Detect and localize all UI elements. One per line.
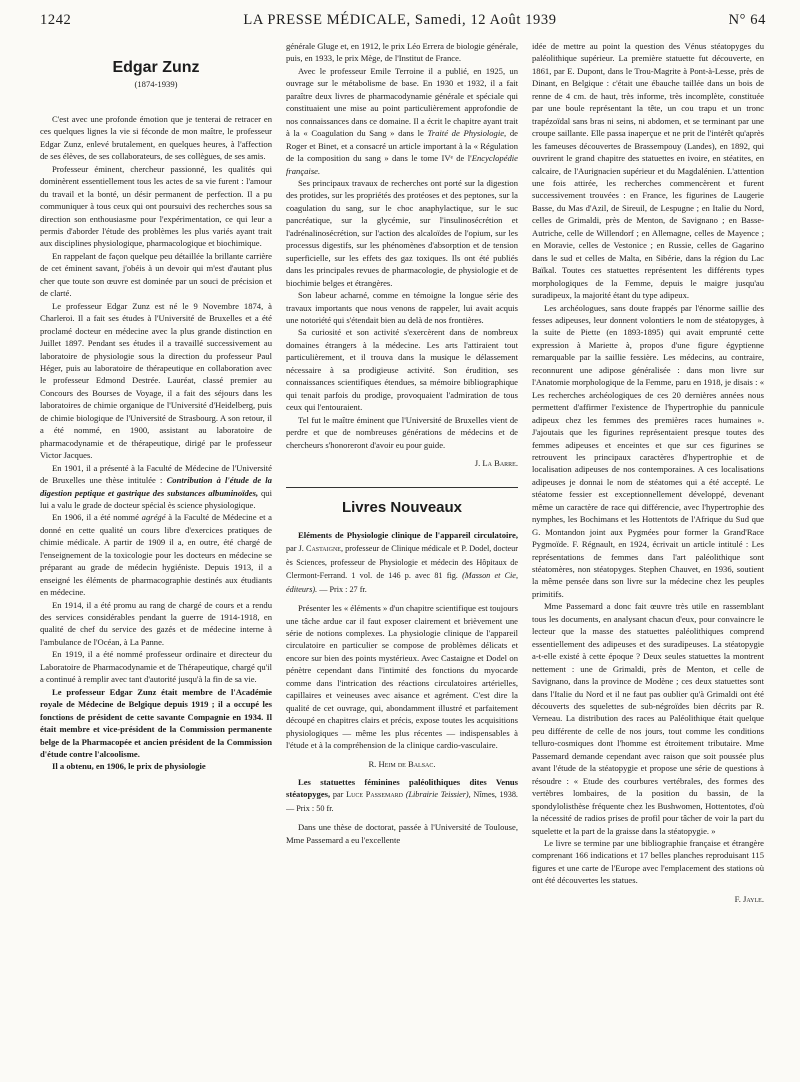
reviewer-signature: F. Jayle.: [734, 893, 764, 904]
text-run: par: [286, 544, 299, 554]
book-price: — Prix : 27 fr.: [317, 584, 367, 594]
obituary-paragraph: Professeur éminent, chercheur passionné, les qualités qui dominèrent essentiellement tous les actes de sa vie furent : l'amour du travail et la bonté, un désir permanent de perfection. Il a pu communiquer à tous ceux qui ont poursuivi des recherches sous sa direction son enthousiasme pour l'expérimentation, ce qui leur a permis d'aborder l'étude des problèmes les plus variés ayant trait aux disciplines physiologique, pharmacologique et biochimique.: [40, 163, 272, 249]
obituary-paragraph: Son labeur acharné, comme en témoigne la longue série des travaux importants que nous venons de rappeler, lui avait acquis une notoriété qui s'étendait bien au delà de nos frontières.: [286, 290, 518, 325]
review-paragraph: Le livre se termine par une bibliographie française et étrangère comprenant 166 indications et 17 belles planches reproduisant 115 figures et une carte de l'Europe avec l'emplacement des stations où ont été découvertes les statues.: [532, 838, 764, 886]
obituary-paragraph: générale Gluge et, en 1912, le prix Léo Errera de biologie générale, puis, en 1933, le prix Mège, de l'Institut de France.: [286, 41, 518, 64]
review-paragraph: Mme Passemard a donc fait œuvre très utile en rassemblant tous les documents, en analysant chacun d'eux, pour convaincre le lecteur que la masse des statuettes paléolithiques comprend essentiellement des adipeuses et des suradipeuses. La stéatopygie a-t-elle existé à cette époque ? Deux seules statuettes la montrent nettement : une de Grimaldi, près de Menton, et celle de Savignano, dans la province de Modène ; ces deux statuettes sont dans l'Italie du Nord et il ne faut pas oublier qu'à Grimaldi ont été découverts des squelettes de sub-négroïdes bien décrits par R. Verneau. La distribution des races au Paléolithique était quelque peu différente de celle de nos jours, tout comme les conditions telluro-cosmiques dont l'homme est étroitement tributaire. Mme Passemard demande cependant avec raison que soit poussée plus avant l'étude de la stéatopygie et propose une série de questions à résoudre : « Etude des courbures vertébrales, des formes des vertèbres lombaires, de la position du bassin, de la spondylolisthèse fréquente chez les Bushwomen, Hottentotes, d'où la nécessité de radios prises de profil pour tâcher de voir la part du squelette et la part de la graisse dans la stéatopygie. »: [532, 601, 764, 836]
obituary-paragraph: Le professeur Edgar Zunz est né le 9 Novembre 1874, à Charleroi. Il a fait ses études à l'Université de Bruxelles et a été proclamé docteur en médecine avec la plus grande distinction en Juillet 1897. Pendant ses études il a travaillé successivement au laboratoire de physiologie sous la direction du professeur Paul Héger, puis au laboratoire de thérapeutique en collaboration avec le professeur Edmond Destrée. Lauréat, classé premier au Concours des Bourses de Voyage, il a fait des séjours dans les laboratoires de chimie organique de l'Université d'Heidelberg, puis de chimie biologique de l'Université de Strasbourg. A son retour, il a été nommé, en 1900, assistant au laboratoire de pharmacodynamie et de thérapeutique, dirigé par le professeur Victor Jacques.: [40, 300, 272, 461]
section-title: Livres Nouveaux: [341, 499, 463, 517]
text-run: qui lui a valu le grade de docteur spécial ès science physiologique.: [40, 487, 272, 510]
text-run: En 1906, il a été nommé: [52, 512, 142, 523]
book-entry-heading: [286, 776, 518, 815]
journal-title: LA PRESSE MÉDICALE, Samedi, 12 Août 1939: [243, 12, 557, 28]
obituary-dates: (1874-1939): [134, 79, 178, 90]
page-number: 1242: [40, 12, 72, 28]
text-run: En 1901, il a présenté à la Faculté de Médecine de l'Université de Bruxelles une thèse intitulée :: [40, 462, 272, 486]
author-signature: J. La Barre.: [474, 457, 518, 468]
book-entry-heading: [286, 529, 518, 596]
book-title: Les statuettes féminines paléolithiques dites Venus stéatopyges,: [286, 777, 518, 800]
obituary-paragraph: Ses principaux travaux de recherches ont porté sur la digestion des protides, sur les propriétés des protéoses et des peptones, sur la coagulation du sang, sur le choc anaphylactique, sur le suc pancréatique, sur la glycémie, sur l'insulinosécrétion et l'adrénalinosécrétion, sur l'action des alcaloïdes de l'opium, sur les processus digestifs, sur les phénomènes d'absorption et de tension superficielle, sur les effets des gaz toxiques. Ils ont été publiés dans les principales revues de pharmacologie, de physiologie et de biochimie belges et étrangères.: [286, 177, 518, 288]
section-divider: [286, 487, 518, 488]
review-paragraph: Les archéologues, sans doute frappés par l'énorme saillie des fesses adipeuses, leur donnent volontiers le nom de stéatopyges, à la suite de Piette (en 1893-1895) qui avait emprunté cette expression à Mariette à, propos d'une figure égyptienne remarquable par la saillie fessière. Les médecins, au contraire, reconnurent une adipose généralisée : dans mon livre sur l'Anatomie morphologique de la Femme, paru en 1918, je disais : « Les recherches archéologiques de ces 20 dernières années nous permettent d'affirmer l'existence de l'hypertrophie du pannicule adipeux chez les femmes des premières races humaines ». J'ajoutais que les figurines représentaient presque toutes des femmes adipeuses et enceintes et que sur ces figurines se retrouvent les principaux caractères d'hypertrophie et de localisation adipeuses de nos contemporaines. A ces localisations adipeuses je donnai le nom de stéatomes qui a été accepté. Le stéatome fessier est exceptionnellement développé, devenant même un caractère de race qui différencie, avec l'hypertrophie des nymphes, les Bochimans et les Hottentots de l'Afrique du Sud que G. Montandon joint aux Pygmées pour former la Grand'Race Pygmoïde. F. Régnault, en 1924, écrivait un article intitulé : Les représentations de femmes dans l'art paléolithique sont stéatomères, non stéatopyges. Stephen Chauvet, en 1936, soutient la même pensée dans son livre sur la médecine chez les peuples primitifs.: [532, 302, 764, 599]
book-publisher: (Librairie Teissier),: [403, 790, 471, 800]
book-price: Nîmes, 1938. — Prix : 50 fr.: [286, 790, 518, 813]
book-author: Luce Passemard: [346, 790, 404, 800]
obituary-paragraph: Le professeur Edgar Zunz était membre de l'Académie royale de Médecine de Belgique depuis 1919 ; il a occupé les fonctions de président de cette savante Compagnie en 1934. Il était membre et vice-président de la Commission permanente belge de la Pharmacopée et ancien président de la Commission d'étude contre l'alcoolisme.: [40, 686, 272, 760]
emphasis-text: Traité de Physiologie,: [427, 128, 507, 139]
obituary-paragraph: Il a obtenu, en 1906, le prix de physiologie: [52, 761, 206, 772]
article-columns: [40, 40, 766, 1070]
book-author: J. Castaigne,: [298, 544, 344, 554]
review-paragraph: Présenter les « éléments » d'un chapitre scientifique est toujours une tâche ardue car il faut exposer clairement et brièvement une série de notions complexes. La physiologie clinique de l'appareil circulatoire en particulier se compose de problèmes délicats et encore sur bien des points mystérieux. Avec Castaigne et Dodel on pénètre cependant dans l'intimité des fonctions du myocarde comme dans l'intrication des réactions circulatoires artérielles, capillaires et veineuses avec aisance et agrément. C'est dire la qualité de cet ouvrage, qui, abondamment illustré et parfaitement découpé en chapitres clairs et précis, expose toutes les acquisitions physiologiques — même les plus récentes — indispensables à l'étude et à la compréhension de la clinique cardio-vasculaire.: [286, 603, 518, 751]
review-paragraph: idée de mettre au point la question des Vénus stéatopyges du paléolithique supérieur. La première statuette fut découverte, en 1861, par E. Dupont, dans le Trou-Magrite à Pont-à-Lesse, près de Dinant, en Belgique : c'était une ébauche taillée dans un bois de renne de 4 cm. de haut, très informe, très incomplète, constituée par une boule représentant la tête, un cou trapu et un tronc trapézoïdal sans bras ni seins, ni abdomen, et se terminant par une croupe saillante. Elle passa inaperçue et ne prit de l'intérêt qu'après les fameuses découvertes de Brassempouy (Landes), en 1892, qui ouvrirent le grand chapitre des statuettes en ivoire, en stéatites, en calcaire, de l'Aurignacien supérieur et du Magdalénien. L'attention une fois attirée, les recherches commencèrent et furent successivement trouvées : en France, les figurines de Laugerie Basse, du Mas d'Azil, de Sireuil, de Lespugne ; en Italie du Nord, celles de Grimaldi, près de Menton, de Savignano ; en Basse-Autriche, celle de Willendorf ; en Allemagne, celles de Mayence ; en Moravie, celles de Vestonice ; en Russie, celles de Gagarino dans le sud et celles de Malta, en Sibérie, dans la région du Lac Baïkal. Toutes ces statuettes représentent les différents types morphologiques de la Femme, depuis le maigre jusqu'au suradipeux, la majorité étant du type adipeux.: [532, 41, 764, 301]
review-paragraph: Dans une thèse de doctorat, passée à l'Université de Toulouse, Mme Passemard a eu l'excellente: [286, 822, 518, 845]
column-2: [286, 40, 518, 1070]
page-header: [40, 0, 766, 40]
obituary-title: Edgar Zunz: [112, 59, 200, 76]
obituary-paragraph: [40, 511, 272, 598]
obituary-paragraph: En 1919, il a été nommé professeur ordinaire et directeur du Laboratoire de Pharmacodynamie et de Thérapeutique, chargé qu'il a continué à remplir avec tant d'autorité jusqu'à la fin de sa vie.: [40, 649, 272, 685]
book-title: Eléments de Physiologie clinique de l'appareil circulatoire,: [298, 529, 518, 540]
obituary-paragraph: Sa curiosité et son activité s'exercèrent dans de nombreux domaines étrangers à la médecine. Les arts l'attiraient tout particulièrement, et il trouva dans la musique le délassement nécessaire à sa prodigieuse activité. Son érudition, ses connaissances scientifiques étendues, sa mémoire bibliographique qui tenait parfois du prodige, provoquaient l'admiration de tous ceux qui l'entouraient.: [286, 327, 518, 413]
obituary-paragraph: Tel fut le maître éminent que l'Université de Bruxelles vient de perdre et que de nombreuses générations de médecins et de chercheurs s'honoreront d'avoir eu pour guide.: [286, 414, 518, 450]
reviewer-signature: R. Heim de Balsac.: [368, 758, 436, 769]
emphasis-text: agrégé: [141, 512, 166, 523]
text-run: par: [330, 790, 347, 800]
emphasis-text: Encyclopédie française.: [286, 153, 518, 176]
obituary-paragraph: En 1914, il a été promu au rang de chargé de cours et a rendu des services considérables pendant la guerre de 1914-1918, en qualité de chef du service des gazés et de médecine interne à l'ambulance de l'Océan, à La Panne.: [40, 599, 272, 647]
text-run: à la Faculté de Médecine et a donné en cette qualité un cours libre d'exercices pratiques de chimie médicale. A partir de 1909 il a, en outre, été chargé de l'enseignement de la toxicologie pour les docteurs en médecine se préparant au grade de médecin hygiéniste. Depuis 1913, il a enseigné les éléments de pharmacographie destinés aux étudiants en médecine.: [40, 512, 272, 598]
issue-number: N° 64: [728, 12, 766, 28]
text-run: professeur de Clinique médicale et P. Dodel, docteur ès Sciences, professeur de Physiologie et médecin des Hôpitaux de Clermont-Ferrand. 1 vol. de 146 p. avec 81 fig.: [286, 544, 518, 581]
text-run: Avec le professeur Emile Terroine il a publié, en 1925, un ouvrage sur le métabolisme de base. En 1930 et 1932, il a fait paraître deux livres de pharmacodynamie générale et spéciale qui constituaient une mise au point particulièrement approfondie de nos connaissances dans ce domaine. Il a écrit le chapitre ayant trait à la « Coagulation du Sang » dans le: [286, 65, 518, 139]
text-run: de Roger et Binet, et a consacré un article important à la « Régulation de la composition du sang » dans le tome IVᵉ de l': [286, 128, 518, 164]
obituary-paragraph: C'est avec une profonde émotion que je tenterai de retracer en ces quelques lignes la vie si féconde de mon maître, le professeur Edgar Zunz, enlevé brutalement, en quelques heures, à l'affection de ses élèves, de ses collaborateurs, de ses collègues, de ses amis.: [40, 113, 272, 162]
obituary-paragraph: [40, 462, 272, 512]
thesis-title: Contribution à l'étude de la digestion peptique et gastrique des substances albuminoïdes,: [40, 475, 272, 498]
column-1: [40, 40, 272, 1070]
book-publisher: (Masson et Cie, éditeurs).: [286, 571, 518, 594]
obituary-paragraph: [286, 65, 518, 177]
column-3: [532, 40, 764, 1070]
obituary-paragraph: En rappelant de façon quelque peu détaillée la brillante carrière de cet éminent savant, j'obéis à un devoir qui m'est d'autant plus cher que toute son œuvre est dominée par un souci de précision et de clarté.: [40, 250, 272, 299]
